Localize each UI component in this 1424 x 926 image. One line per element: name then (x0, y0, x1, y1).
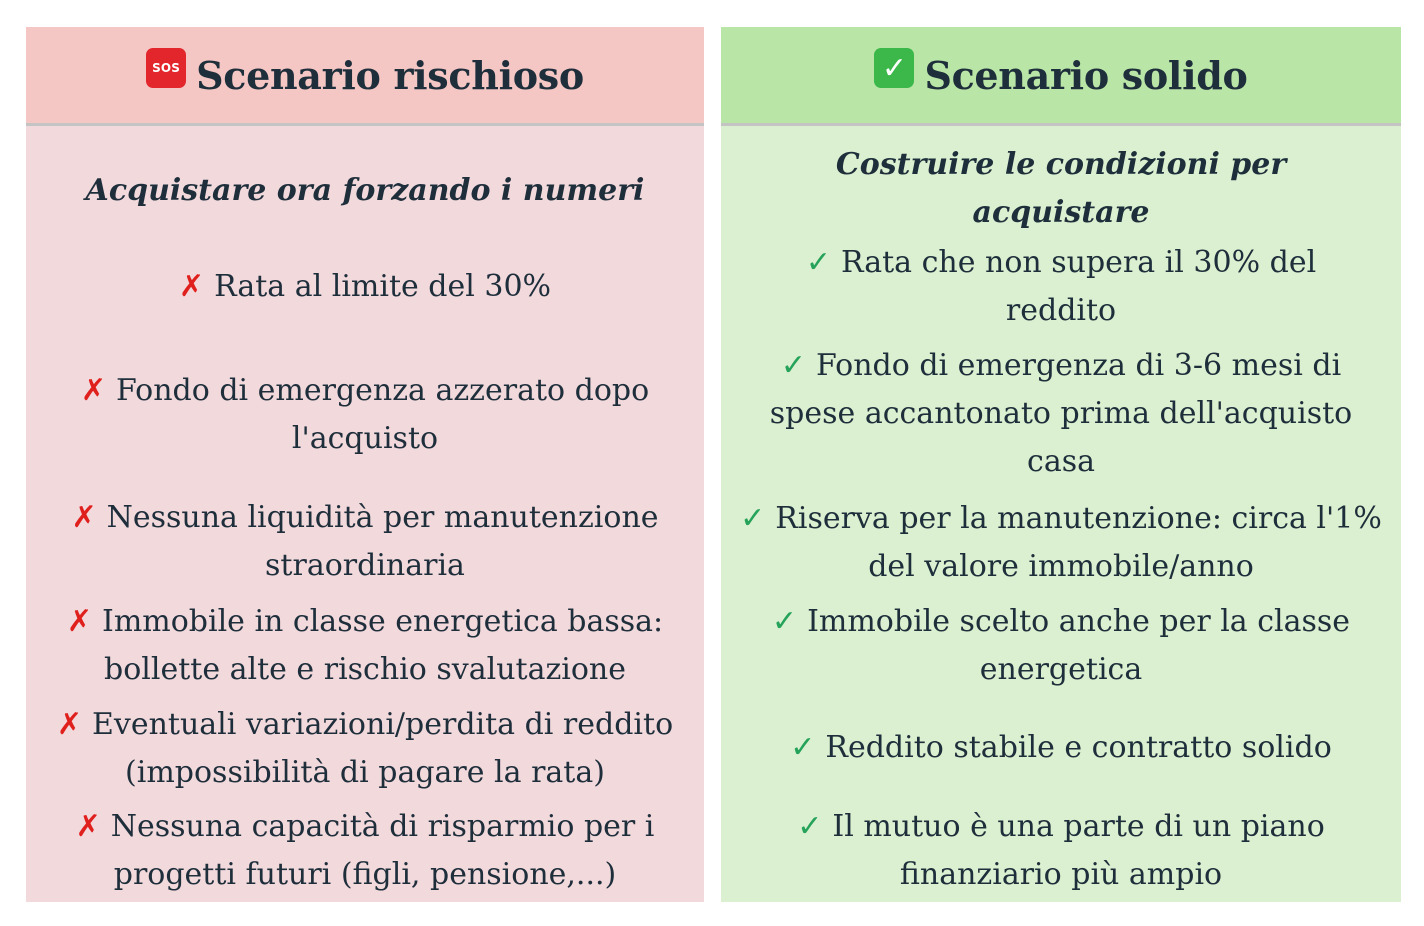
cross-mark-icon: ✗ (80, 373, 106, 408)
solid-item (771, 239, 1351, 335)
cross-mark-icon: ✗ (75, 809, 101, 844)
risky-item-text: Nessuna liquidità per manutenzione straordinaria (106, 500, 659, 583)
risky-item-text: Rata al limite del 30% (214, 269, 552, 304)
solid-item-text: Riserva per la manutenzione: circa l'1% del valore immobile/anno (775, 501, 1382, 584)
solid-item (751, 803, 1371, 899)
risky-scenario-panel (26, 27, 704, 902)
solid-item (729, 724, 1393, 772)
check-icon: ✓ (805, 245, 831, 280)
check-icon: ✓ (780, 348, 806, 383)
check-mark-button-icon: ✓ (874, 48, 914, 88)
risky-item-text: Immobile in classe energetica bassa: bollette alte e rischio svalutazione (101, 604, 664, 687)
solid-item-text: Fondo di emergenza di 3-6 mesi di spese accantonato prima dell'acquisto casa (769, 348, 1353, 479)
solid-scenario-body (721, 126, 1401, 902)
sos-icon: SOS (146, 48, 186, 88)
check-icon: ✓ (771, 604, 798, 639)
solid-item (729, 598, 1393, 694)
solid-scenario-subtitle: Costruire le condizioni per acquistare (835, 147, 1287, 230)
cross-mark-icon: ✗ (71, 500, 97, 535)
solid-item-text: Immobile scelto anche per la classe energetica (807, 604, 1351, 687)
risky-item-text: Eventuali variazioni/perdita di reddito (impossibilità di pagare la rata) (91, 707, 674, 790)
solid-scenario-header (721, 27, 1401, 126)
risky-item (34, 701, 696, 797)
cross-mark-icon: ✗ (178, 269, 205, 304)
cross-mark-icon: ✗ (56, 707, 82, 742)
check-icon: ✓ (790, 730, 816, 765)
risky-item-text: Nessuna capacità di risparmio per i progetti futuri (figli, pensione,...) (110, 809, 655, 892)
check-icon: ✓ (740, 501, 766, 536)
risky-item (34, 494, 696, 590)
solid-scenario-panel (721, 27, 1401, 902)
risky-scenario-title: Scenario rischioso (196, 52, 584, 98)
risky-item (34, 598, 696, 694)
risky-item (46, 803, 684, 899)
solid-item-text: Rata che non supera il 30% del reddito (840, 245, 1317, 328)
solid-item-text: Reddito stabile e contratto solido (825, 730, 1332, 765)
risky-item (56, 367, 674, 463)
solid-item (729, 495, 1393, 591)
risky-scenario-subtitle: Acquistare ora forzando i numeri (85, 173, 645, 208)
risky-scenario-header (26, 27, 704, 126)
risky-item-text: Fondo di emergenza azzerato dopo l'acquisto (115, 373, 650, 456)
risky-item (34, 263, 696, 311)
solid-scenario-title: Scenario solido (924, 52, 1248, 98)
solid-item-text: Il mutuo è una parte di un piano finanziario più ampio (832, 809, 1325, 892)
risky-scenario-body (26, 126, 704, 902)
cross-mark-icon: ✗ (66, 604, 92, 639)
check-icon: ✓ (797, 809, 823, 844)
solid-item (741, 342, 1381, 486)
